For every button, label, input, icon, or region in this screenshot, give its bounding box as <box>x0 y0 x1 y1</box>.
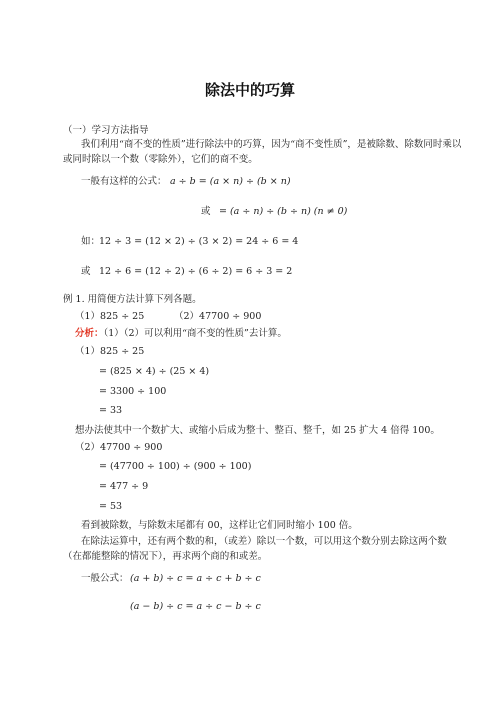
solution-2-step: = (47700 ÷ 100) ÷ (900 ÷ 100) <box>99 461 252 472</box>
formula-1: a ÷ b = (a × n) ÷ (b × n) <box>170 176 291 187</box>
intro-paragraph: 我们利用“商不变的性质”进行除法中的巧算，因为“商不变性质”，是被除数、除数同时乘以或同时除以一个数（零除外），它们的商不变。 <box>63 139 462 165</box>
formula-2: = (a ÷ n) ÷ (b ÷ n) (n ≠ 0) <box>219 206 348 217</box>
section-heading: （一）学习方法指导 <box>63 125 149 136</box>
solution-2-head: （2）47700 ÷ 900 <box>75 442 163 453</box>
solution-2-step: = 53 <box>99 501 123 512</box>
formula-3: (a + b) ÷ c = a ÷ c + b ÷ c <box>130 573 261 584</box>
solution-1-step: = 3300 ÷ 100 <box>99 386 167 397</box>
general-formula2-label: 一般公式： <box>81 573 129 584</box>
solution-1-step: = 33 <box>99 405 123 416</box>
example-label: 如： <box>81 236 101 247</box>
problem-2: （2）47700 ÷ 900 <box>174 311 262 322</box>
analysis-label: 分析： <box>75 328 104 339</box>
solution-2-step: = 477 ÷ 9 <box>99 481 149 492</box>
page-title: 除法中的巧算 <box>204 81 295 99</box>
problem-1: （1）825 ÷ 25 <box>75 311 145 322</box>
example-2-prefix: 或 <box>81 266 91 277</box>
solution-2-note: 看到被除数，与除数末尾都有 00，这样让它们同时缩小 100 倍。 <box>81 520 358 531</box>
solution-1-note: 想办法使其中一个数扩大、或缩小后成为整十、整百、整千，如 25 扩大 4 倍得 100。 <box>75 425 440 436</box>
solution-1-step: = (825 × 4) ÷ (25 × 4) <box>99 366 210 377</box>
example-2: 12 ÷ 6 = (12 ÷ 2) ÷ (6 ÷ 2) = 6 ÷ 3 = 2 <box>99 266 293 277</box>
general-formula-label: 一般有这样的公式： <box>81 176 167 187</box>
formula-2-prefix: 或 <box>201 206 211 217</box>
example-1: 12 ÷ 3 = (12 × 2) ÷ (3 × 2) = 24 ÷ 6 = 4 <box>99 236 299 247</box>
rule-paragraph: 在除法运算中，还有两个数的和，（或差）除以一个数，可以用这个数分别去除这两个数（在都能整除的情况下），再求两个商的和或差。 <box>63 536 447 562</box>
problem-heading: 例 1. 用简便方法计算下列各题。 <box>63 294 202 305</box>
formula-4: (a − b) ÷ c = a ÷ c − b ÷ c <box>130 601 261 612</box>
analysis-text: （1）（2）可以利用“商不变的性质”去计算。 <box>103 328 287 339</box>
solution-1-head: （1）825 ÷ 25 <box>75 346 145 357</box>
